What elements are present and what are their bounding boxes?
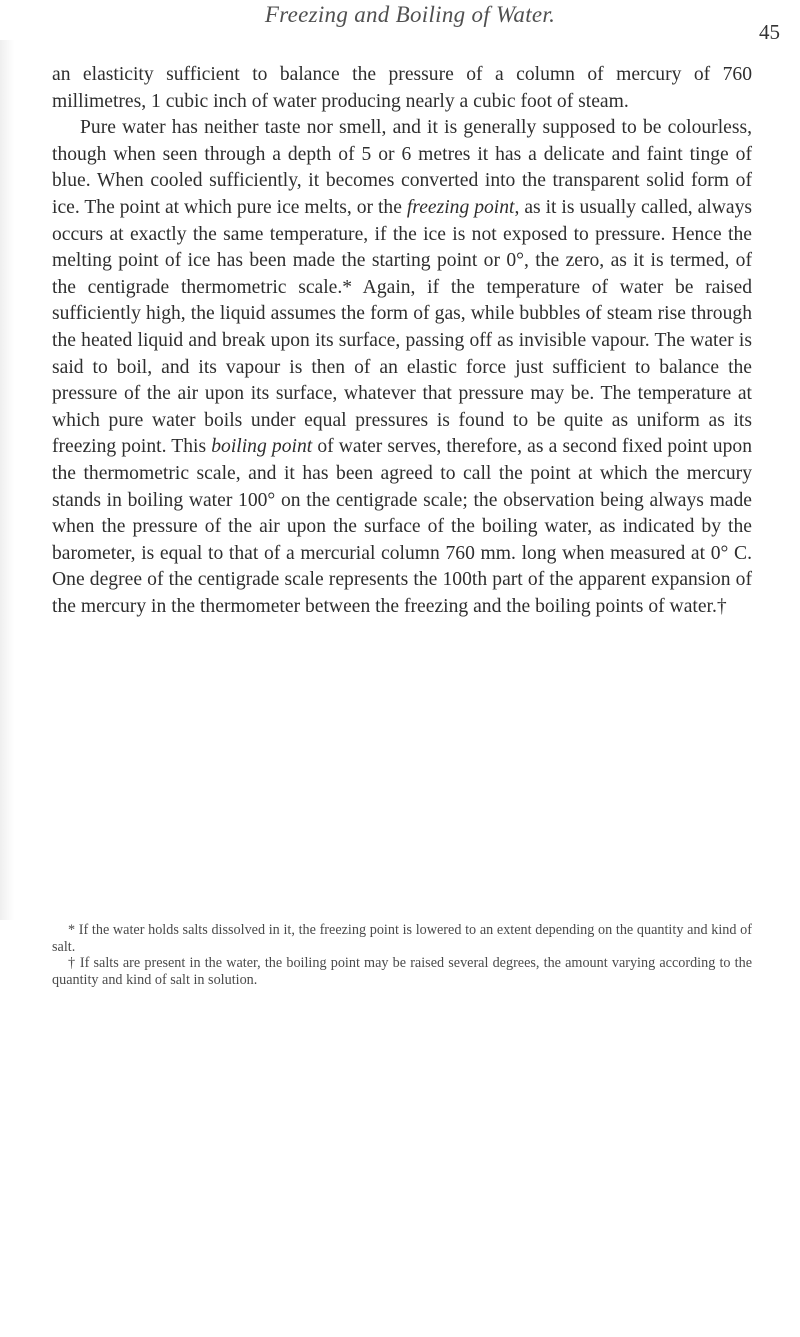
paragraph-text-part-1: Pure water has neither taste nor smell, and it is generally supposed to be colourless, though when seen through a depth of 5 or 6 metres it has a delicate and faint tinge of blue. When cooled sufficiently, it becomes converted into the transparent solid form of ice. The point at which pure ice melts, or the [52, 117, 752, 218]
footnote-boiling: † If salts are present in the water, the boiling point may be raised several degrees, the amount varying according to the quantity and kind of salt in solution. [52, 955, 752, 988]
page-gutter-shadow [0, 40, 14, 920]
running-title: Freezing and Boiling of Water. [264, 2, 556, 27]
main-text [52, 62, 752, 620]
freezing-point-term: freezing point [406, 196, 515, 218]
paragraph-text-part-3: of water serves, therefore, as a second fixed point upon the thermometric scale, and it has been agreed to call the point at which the mercury stands in boiling water 100° on the centigrade scale; the observation being always made when the pressure of the air upon the surface of the boiling water, as indicated by the barometer, is equal to that of a mercurial column 760 mm. long when measured at 0° C. One degree of the centigrade scale represents the 100th part of the apparent expansion of the mercury in the thermometer between the freezing and the boiling points of water.† [52, 436, 752, 617]
boiling-point-term: boiling point [211, 436, 313, 458]
paragraph-continuation: an elasticity sufficient to balance the pressure of a column of mercury of 760 millimetres, 1 cubic inch of water producing nearly a cubic foot of steam. [52, 64, 752, 112]
footnotes [52, 922, 752, 988]
page-number: 45 [759, 20, 780, 44]
running-head [40, 0, 780, 46]
footnote-freezing: * If the water holds salts dissolved in it, the freezing point is lowered to an extent depending on the quantity and kind of salt. [52, 922, 752, 955]
paragraph-text-part-2: , as it is usually called, always occurs at exactly the same temperature, if the ice is not exposed to pressure. Hence the melting point of ice has been made the starting point or 0°, the zero, as it is termed, of the centigrade thermometric scale.* Again, if the temperature of water be raised sufficiently high, the liquid assumes the form of gas, while bubbles of steam rise through the heated liquid and break upon its surface, passing off as invisible vapour. The water is said to boil, and its vapour is then of an elastic force just sufficient to balance the pressure of the air upon its surface, whatever that pressure may be. The temperature at which pure water boils under equal pressures is found to be quite as uniform as its freezing point. This [52, 196, 753, 458]
paragraph-pure-water [52, 115, 752, 620]
